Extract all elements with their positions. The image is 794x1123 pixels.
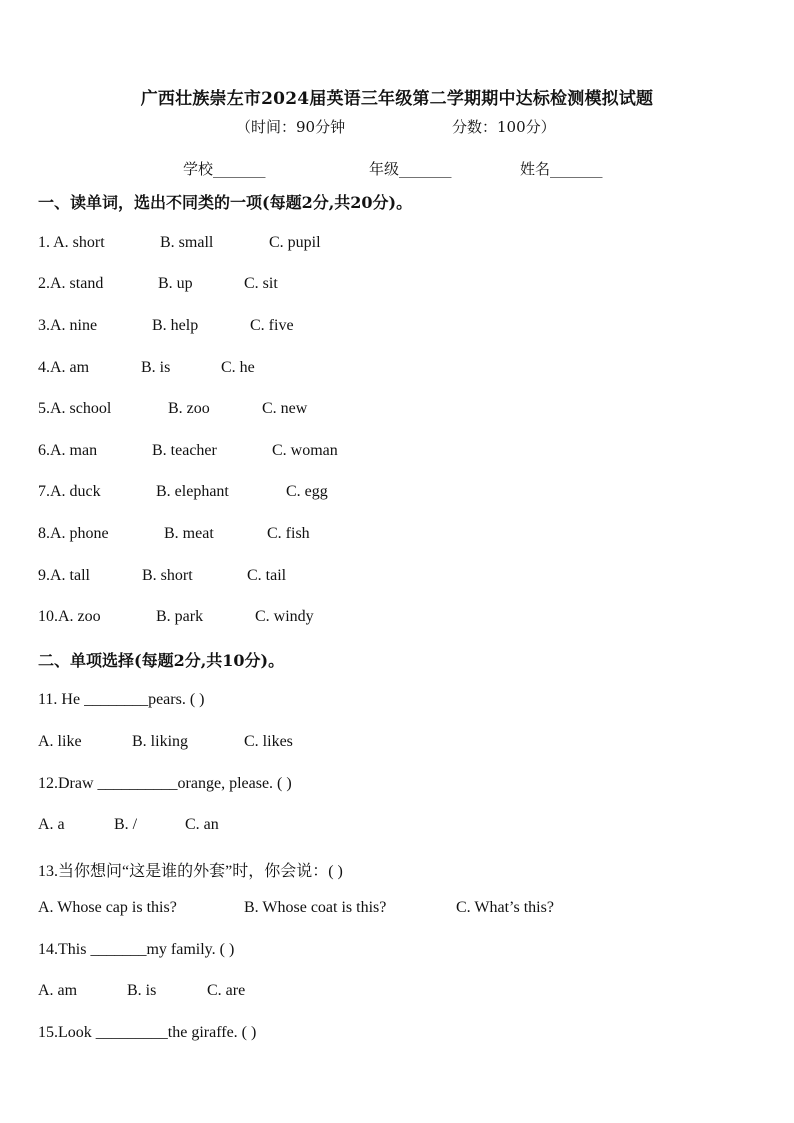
option-c: C. What’s this? <box>456 899 554 916</box>
option-a: A. a <box>38 816 65 833</box>
score-info: 分数：100分） <box>452 118 556 136</box>
option-a: 3.A. nine <box>38 317 98 334</box>
question-13: 13.当你想问“这是谁的外套”时，你会说：( ) <box>38 863 343 880</box>
grade-field: 年级_______ <box>369 160 452 178</box>
option-b: B. elephant <box>156 483 229 500</box>
option-b: B. small <box>160 234 214 251</box>
option-c: C. he <box>221 359 255 376</box>
option-a: 8.A. phone <box>38 525 109 542</box>
option-a: 4.A. am <box>38 359 90 376</box>
option-a: 7.A. duck <box>38 483 101 500</box>
option-b: B. Whose coat is this? <box>244 899 387 916</box>
option-c: C. new <box>262 400 308 417</box>
school-field: 学校_______ <box>183 160 266 178</box>
option-b: B. park <box>156 608 204 625</box>
option-b: B. meat <box>164 525 214 542</box>
option-a: A. am <box>38 982 78 999</box>
option-c: C. an <box>185 816 219 833</box>
option-c: C. fish <box>267 525 310 542</box>
option-b: B. teacher <box>152 442 217 459</box>
question-14: 14.This _______my family. ( ) <box>38 941 235 958</box>
option-a: 10.A. zoo <box>38 608 101 625</box>
section-2-title: 二、单项选择(每题2分,共10分)。 <box>38 651 285 670</box>
option-c: C. tail <box>247 567 287 584</box>
option-c: C. sit <box>244 275 278 292</box>
option-a: 5.A. school <box>38 400 112 417</box>
question-15: 15.Look _________the giraffe. ( ) <box>38 1024 257 1041</box>
option-b: B. zoo <box>168 400 210 417</box>
option-a: A. like <box>38 733 82 750</box>
time-info: （时间：90分钟 <box>236 118 346 136</box>
option-a: 1. A. short <box>38 234 105 251</box>
question-12: 12.Draw __________orange, please. ( ) <box>38 775 292 792</box>
option-c: C. are <box>207 982 246 999</box>
option-a: 9.A. tall <box>38 567 90 584</box>
option-a: A. Whose cap is this? <box>38 899 177 916</box>
option-c: C. woman <box>272 442 338 459</box>
exam-title: 广西壮族崇左市2024届英语三年级第二学期期中达标检测模拟试题 <box>140 89 654 109</box>
option-c: C. likes <box>244 733 293 750</box>
option-c: C. five <box>250 317 294 334</box>
question-11: 11. He ________pears. ( ) <box>38 691 205 708</box>
option-b: B. help <box>152 317 199 334</box>
section-1-title: 一、读单词，选出不同类的一项(每题2分,共20分)。 <box>38 193 413 212</box>
option-a: 2.A. stand <box>38 275 104 292</box>
option-b: B. / <box>114 816 138 833</box>
option-a: 6.A. man <box>38 442 98 459</box>
option-c: C. egg <box>286 483 328 500</box>
option-b: B. liking <box>132 733 189 750</box>
name-field: 姓名_______ <box>520 160 603 178</box>
option-b: B. is <box>127 982 157 999</box>
option-b: B. is <box>141 359 171 376</box>
option-c: C. windy <box>255 608 314 625</box>
option-c: C. pupil <box>269 234 321 251</box>
option-b: B. short <box>142 567 193 584</box>
option-b: B. up <box>158 275 193 292</box>
